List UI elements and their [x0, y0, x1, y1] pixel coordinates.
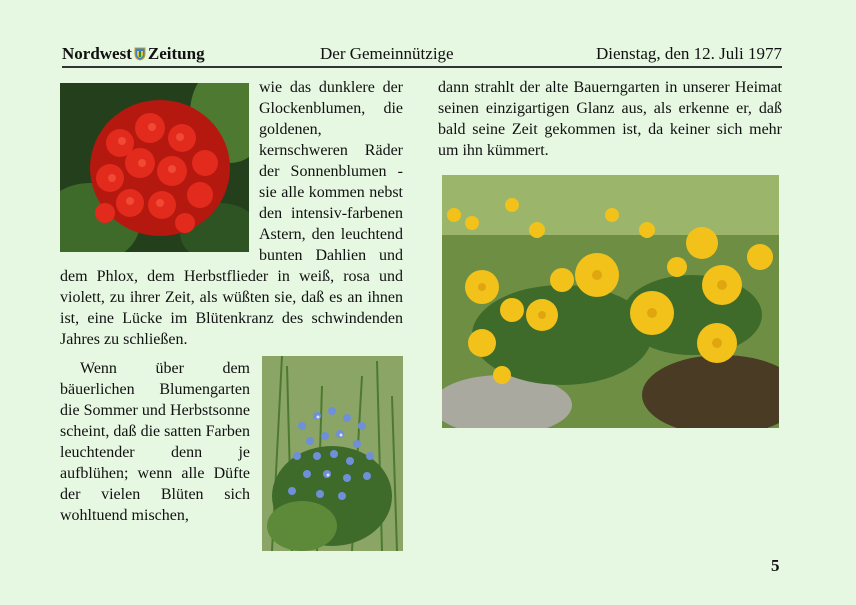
issue-date: Dienstag, den 12. Juli 1977 [595, 44, 782, 63]
paragraph-1: wie das dunklere der Glockenblumen, die goldenen, kernschweren Räder der Sonnenblumen - sie alle kommen nebst den intensiv-farbenen Astern, den leuchtend bunten Dahlien und dem Phlox, dem Herbstflieder in weiß, rosa und violett, zu ihrer Zeit, als wüßten sie, daß es an ihnen ist, eine Lücke im Blütenkranz des schwindenden Jahres zu schließen. [60, 79, 403, 348]
newspaper-masthead [62, 44, 205, 64]
paragraph-2: Wenn über dem bäuerlichen Blumengarten die Sommer und Herbstsonne scheint, daß die satten Farben leuchtender denn je aufblühen; wenn alle Düfte der vielen Blüten sich wohltuend mischen, [60, 360, 250, 524]
yellow-flower-photo [442, 175, 779, 428]
section-title: Der Gemeinnützige [320, 44, 454, 63]
article-column-left [60, 77, 403, 551]
red-flower-photo [60, 83, 249, 252]
page-header [62, 44, 782, 68]
article-column-right [438, 77, 782, 161]
masthead-left: Nordwest [62, 44, 132, 63]
blue-flower-photo [262, 356, 403, 551]
page-number: 5 [771, 556, 780, 575]
masthead-right: Zeitung [147, 44, 205, 63]
coat-of-arms-icon [134, 47, 146, 61]
paragraph-3: dann strahlt der alte Bauerngarten in unserer Heimat seinen einzigartigen Glanz aus, als erkenne er, daß bald seine Zeit gekommen ist, da keiner sich mehr um ihn kümmert. [438, 79, 782, 159]
